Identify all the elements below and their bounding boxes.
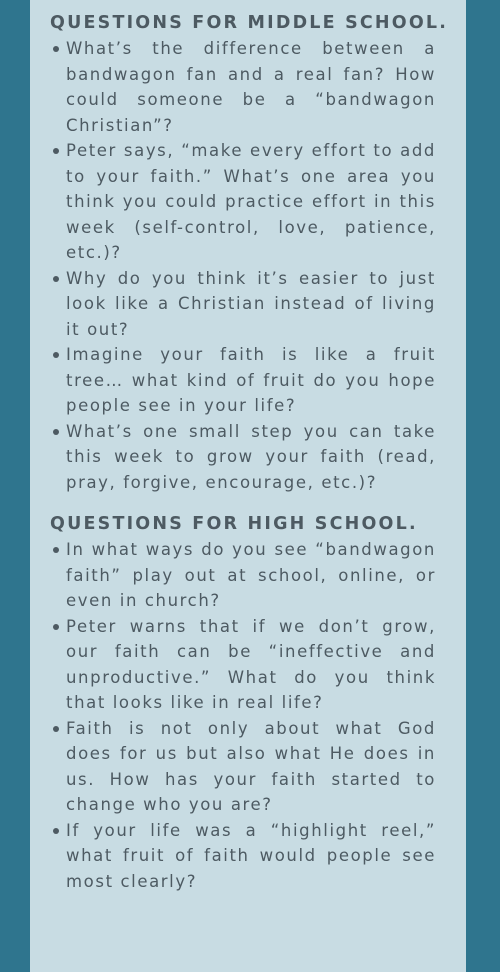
list-item: Why do you think it’s easier to just look like a Christian instead of living it out?: [66, 266, 436, 343]
list-item: In what ways do you see “bandwagon faith” play out at school, online, or even in church?: [66, 537, 436, 614]
list-item: Faith is not only about what God does for us but also what He does in us. How has your faith started to change who you are?: [66, 716, 436, 818]
list-item: Imagine your faith is like a fruit tree… what kind of fruit do you hope people see in your life?: [66, 342, 436, 419]
high-school-heading: QUESTIONS FOR HIGH SCHOOL.: [50, 514, 418, 534]
middle-school-question-list: [50, 36, 436, 495]
list-item: Peter warns that if we don’t grow, our faith can be “ineffective and unproductive.” What do you think that looks like in real life?: [66, 614, 436, 716]
list-item: What’s one small step you can take this week to grow your faith (read, pray, forgive, encourage, etc.)?: [66, 419, 436, 496]
list-item: If your life was a “highlight reel,” what fruit of faith would people see most clearly?: [66, 818, 436, 895]
list-item: What’s the difference between a bandwagon fan and a real fan? How could someone be a “bandwagon Christian”?: [66, 36, 436, 138]
questions-panel: [30, 0, 466, 972]
list-item: Peter says, “make every effort to add to your faith.” What’s one area you think you could practice effort in this week (self-control, love, patience, etc.)?: [66, 138, 436, 266]
high-school-question-list: [50, 537, 436, 894]
middle-school-heading: QUESTIONS FOR MIDDLE SCHOOL.: [50, 13, 449, 33]
